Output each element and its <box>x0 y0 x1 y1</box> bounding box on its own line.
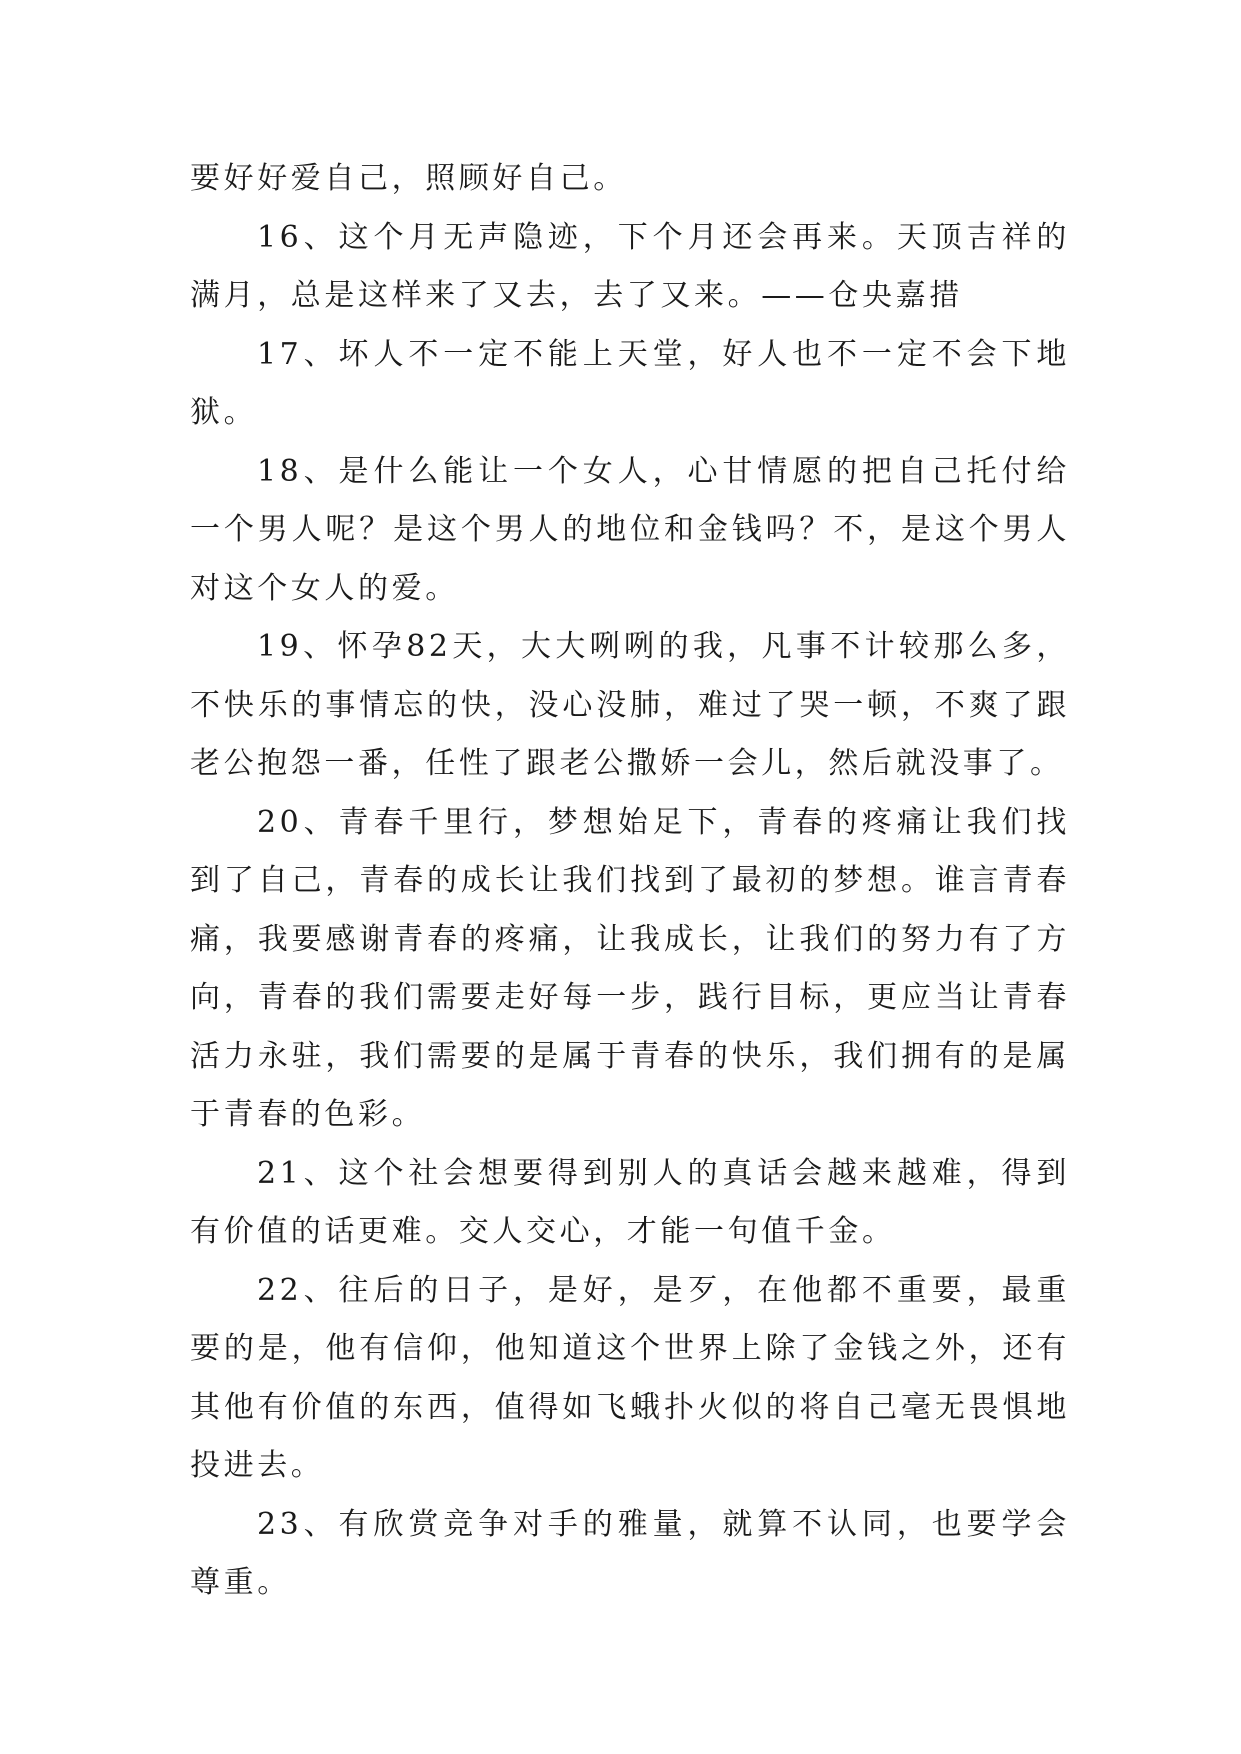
paragraph-quote-16: 16、这个月无声隐迹，下个月还会再来。天顶吉祥的满月，总是这样来了又去，去了又来。——仓央嘉措 <box>190 219 1070 313</box>
paragraph-quote-17: 17、坏人不一定不能上天堂，好人也不一定不会下地狱。 <box>190 336 1070 430</box>
paragraph-quote-23: 23、有欣赏竞争对手的雅量，就算不认同，也要学会尊重。 <box>190 1506 1070 1600</box>
paragraph-continuation: 要好好爱自己，照顾好自己。 <box>190 161 627 196</box>
paragraph-quote-18: 18、是什么能让一个女人，心甘情愿的把自己托付给一个男人呢？是这个男人的地位和金钱吗？不，是这个男人对这个女人的爱。 <box>190 453 1070 606</box>
paragraph-quote-21: 21、这个社会想要得到别人的真话会越来越难，得到有价值的话更难。交人交心，才能一句值千金。 <box>190 1155 1070 1249</box>
body-text <box>190 150 1070 1613</box>
paragraph-quote-20: 20、青春千里行，梦想始足下，青春的疼痛让我们找到了自己，青春的成长让我们找到了最初的梦想。谁言青春痛，我要感谢青春的疼痛，让我成长，让我们的努力有了方向，青春的我们需要走好每一步，践行目标，更应当让青春活力永驻，我们需要的是属于青春的快乐，我们拥有的是属于青春的色彩。 <box>190 804 1070 1132</box>
paragraph-quote-19: 19、怀孕82天，大大咧咧的我，凡事不计较那么多，不快乐的事情忘的快，没心没肺，难过了哭一顿，不爽了跟老公抱怨一番，任性了跟老公撒娇一会儿，然后就没事了。 <box>190 629 1070 781</box>
paragraph-quote-22: 22、往后的日子，是好，是歹，在他都不重要，最重要的是，他有信仰，他知道这个世界上除了金钱之外，还有其他有价值的东西，值得如飞蛾扑火似的将自己毫无畏惧地投进去。 <box>190 1272 1070 1483</box>
